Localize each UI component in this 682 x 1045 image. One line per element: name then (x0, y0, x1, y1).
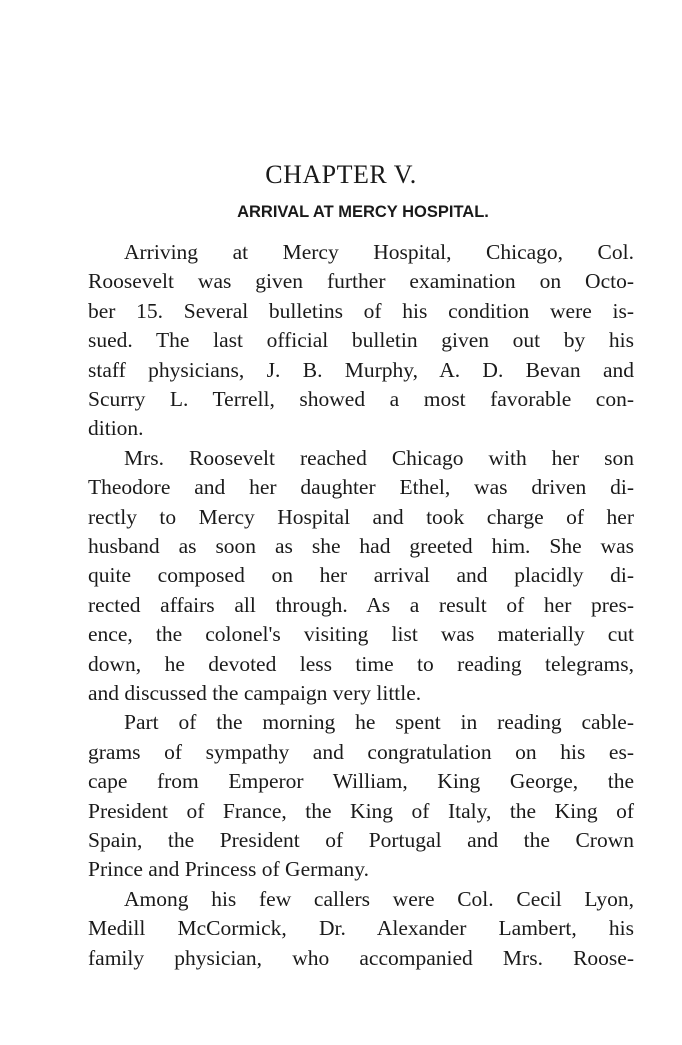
text-line: Prince and Princess of Germany. (88, 857, 370, 882)
text-line: ber 15. Several bulletins of his condition were is- (88, 298, 634, 323)
text-line: Arriving at Mercy Hospital, Chicago, Col. (124, 240, 634, 264)
text-line: family physician, who accompanied Mrs. Roose- (88, 945, 634, 970)
text-line: Spain, the President of Portugal and the Crown (88, 828, 634, 852)
text-line: quite composed on her arrival and placidly di- (88, 563, 634, 588)
text-line: Medill McCormick, Dr. Alexander Lambert, his (88, 916, 634, 941)
text-line: cape from Emperor William, King George, the (88, 769, 634, 794)
text-line: staff physicians, J. B. Murphy, A. D. Bevan and (88, 357, 634, 382)
text-line: Part of the morning he spent in reading cable- (124, 710, 634, 735)
text-line: President of France, the King of Italy, the King of (88, 798, 634, 823)
text-line: dition. (88, 416, 144, 441)
section-heading: ARRIVAL AT MERCY HOSPITAL. (237, 203, 489, 221)
text-line: Mrs. Roosevelt reached Chicago with her son (124, 445, 634, 470)
text-line: ence, the colonel's visiting list was materially cut (88, 622, 634, 647)
text-line: Theodore and her daughter Ethel, was driven di- (88, 475, 634, 500)
chapter-title: CHAPTER V. (265, 160, 417, 189)
text-line: Scurry L. Terrell, showed a most favorable con- (88, 387, 634, 411)
text-line: down, he devoted less time to reading telegrams, (88, 651, 634, 676)
text-line: rected affairs all through. As a result of her pres- (88, 592, 634, 617)
text-line: rectly to Mercy Hospital and took charge of her (88, 504, 634, 529)
text-line: Among his few callers were Col. Cecil Lyon, (124, 886, 634, 911)
text-line: sued. The last official bulletin given out by his (88, 328, 634, 353)
text-line: husband as soon as she had greeted him. She was (88, 534, 634, 558)
text-line: Roosevelt was given further examination on Octo- (88, 269, 634, 294)
text-line: and discussed the campaign very little. (88, 681, 422, 705)
text-line: grams of sympathy and congratulation on his es- (88, 739, 634, 764)
